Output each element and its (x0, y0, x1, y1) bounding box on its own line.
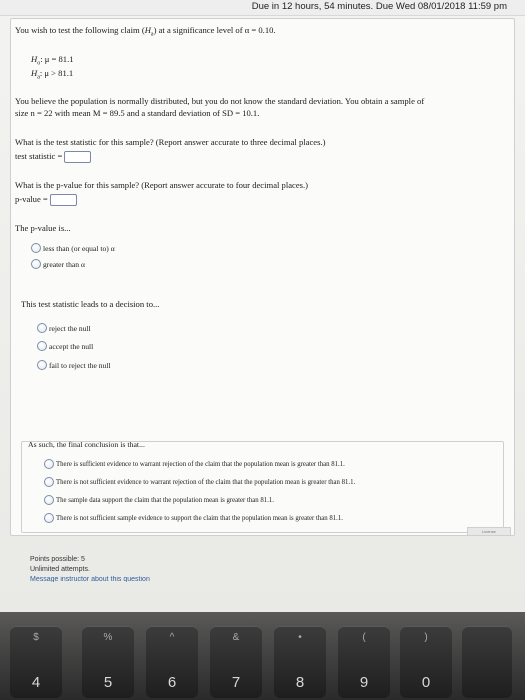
alternative-hypothesis: $H_a$: μ > 81.1 (31, 68, 74, 81)
conclusion-option-2[interactable]: There is not sufficient evidence to warrant rejection of the claim that the population mean is greater than 81.1. (44, 477, 355, 487)
decision-option-fail-to-reject[interactable]: fail to reject the null (37, 360, 111, 370)
radio-button[interactable] (44, 513, 54, 523)
p-value-is-prompt: The p-value is... (15, 223, 71, 233)
license-button[interactable]: License (467, 527, 511, 536)
p-value-row: p-value = (15, 194, 77, 206)
radio-button[interactable] (37, 360, 47, 370)
conclusion-option-1[interactable]: There is sufficient evidence to warrant rejection of the claim that the population mean is greater than 81.1. (44, 459, 345, 469)
key-6: ^ 6 (146, 626, 198, 698)
radio-button[interactable] (44, 477, 54, 487)
p-value-input[interactable] (50, 194, 77, 206)
key-4: $ 4 (10, 626, 62, 698)
p-value-option-less[interactable]: less than (or equal to) α (31, 243, 115, 253)
conclusion-option-4[interactable]: There is not sufficient sample evidence to support the claim that the population mean is greater than 81.1. (44, 513, 343, 523)
intro-text: You wish to test the following claim $(H_a)$ at a significance level of α = 0.10. (15, 25, 276, 38)
assumption-line-1: You believe the population is normally distributed, but you do not know the standard deviation. You obtain a sample of (15, 96, 425, 106)
p-value-question: What is the p-value for this sample? (Report answer accurate to four decimal places.) (15, 180, 309, 190)
radio-button[interactable] (44, 495, 54, 505)
attempts-text: Unlimited attempts. (30, 566, 90, 573)
points-possible: Points possible: 5 (30, 556, 85, 563)
key-minus (462, 626, 512, 698)
p-value-option-greater[interactable]: greater than α (31, 259, 85, 269)
null-hypothesis: $H_o$: μ = 81.1 (31, 54, 74, 67)
key-7: & 7 (210, 626, 262, 698)
message-instructor-link[interactable]: Message instructor about this question (30, 576, 150, 582)
key-8: • 8 (274, 626, 326, 698)
question-panel (10, 18, 515, 536)
due-bar (0, 0, 525, 16)
conclusion-option-3[interactable]: The sample data support the claim that the population mean is greater than 81.1. (44, 495, 274, 505)
test-statistic-row: test statistic = (15, 151, 91, 163)
key-5: % 5 (82, 626, 134, 698)
conclusion-prompt: As such, the final conclusion is that... (28, 440, 145, 449)
radio-button[interactable] (37, 323, 47, 333)
conclusion-section (21, 441, 504, 533)
radio-button[interactable] (31, 259, 41, 269)
decision-option-accept[interactable]: accept the null (37, 341, 93, 351)
test-statistic-question: What is the test statistic for this sample? (Report answer accurate to three decimal places.) (15, 137, 326, 147)
decision-option-reject[interactable]: reject the null (37, 323, 91, 333)
radio-button[interactable] (37, 341, 47, 351)
key-9: ( 9 (338, 626, 390, 698)
key-0: ) 0 (400, 626, 452, 698)
decision-prompt: This test statistic leads to a decision to... (21, 299, 160, 309)
due-date-text: Due in 12 hours, 54 minutes. Due Wed 08/01/2018 11:59 pm (251, 1, 507, 12)
laptop-keyboard (0, 612, 525, 700)
radio-button[interactable] (44, 459, 54, 469)
assumption-line-2: size n = 22 with mean M = 89.5 and a standard deviation of SD = 10.1. (15, 108, 260, 118)
test-statistic-input[interactable] (64, 151, 91, 163)
radio-button[interactable] (31, 243, 41, 253)
